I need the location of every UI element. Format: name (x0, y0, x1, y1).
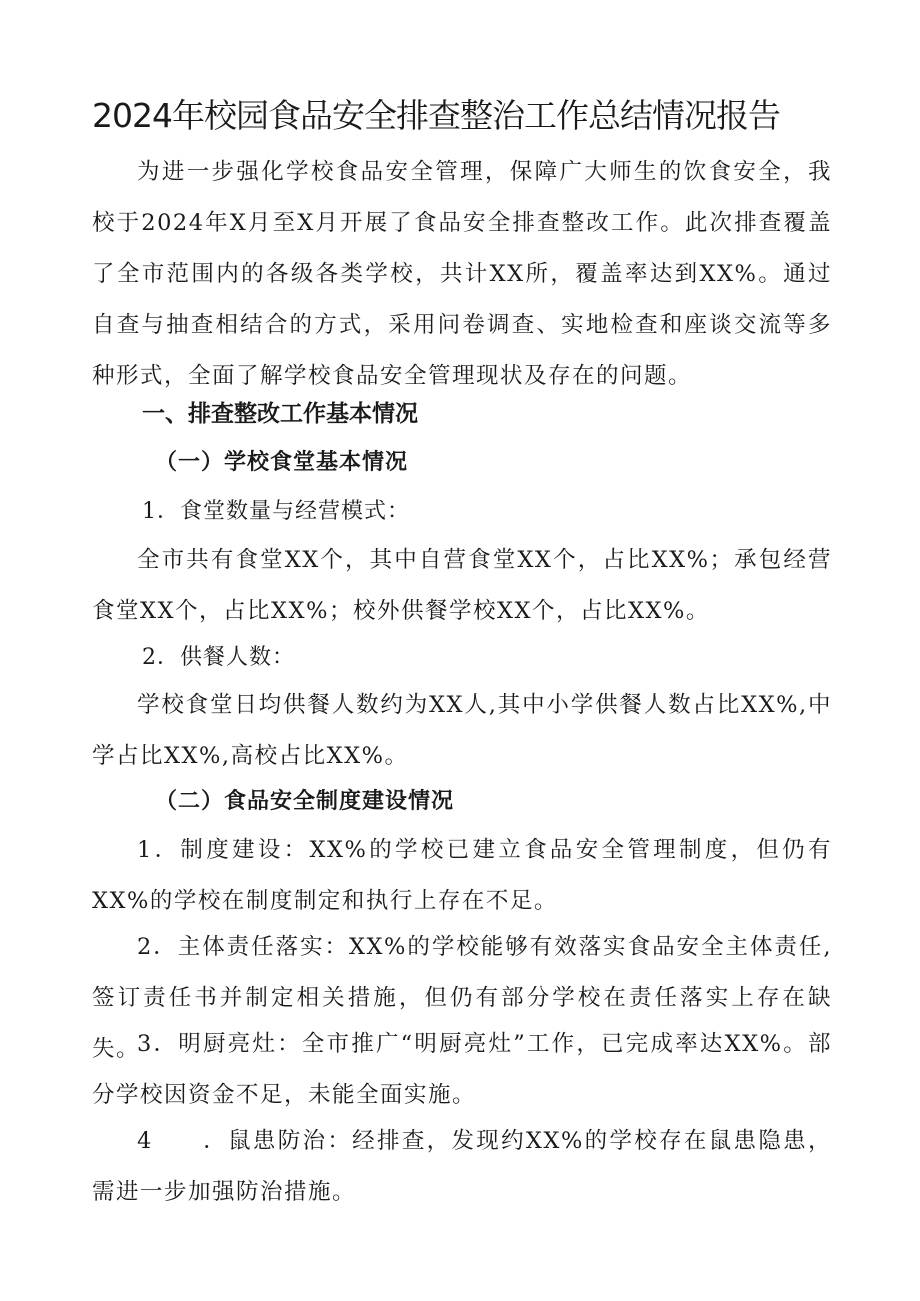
item-1-1-title: 1．食堂数量与经营模式： (142, 499, 410, 524)
item-1-2-title: 2．供餐人数： (142, 645, 295, 670)
item-2-4: 4 ．鼠患防治：经排查，发现约XX%的学校存在鼠患隐患，需进一步加强防治措施。 (92, 1128, 832, 1205)
item-2-3: 3．明厨亮灶：全市推广“明厨亮灶”工作，已完成率达XX%。部分学校因资金不足，未能全面实施。 (92, 1031, 832, 1108)
item-2-2: 2．主体责任落实：XX%的学校能够有效落实食品安全主体责任,签订责任书并制定相关措施，但仍有部分学校在责任落实上存在缺失。 (92, 934, 832, 1062)
subsection-2-heading: （二）食品安全制度建设情况 (155, 788, 455, 814)
intro-paragraph: 为进一步强化学校食品安全管理，保障广大师生的饮食安全，我校于2024年X月至X月开展了食品安全排查整改工作。此次排查覆盖了全市范围内的各级各类学校，共计XX所，覆盖率达到XX%。通过自查与抽查相结合的方式，采用问卷调查、实地检查和座谈交流等多种形式，全面了解学校食品安全管理现状及存在的问题。 (92, 159, 832, 389)
subsection-1-heading: （一）学校食堂基本情况 (155, 449, 409, 475)
item-1-1-text: 全市共有食堂XX个，其中自营食堂XX个，占比XX%；承包经营食堂XX个，占比XX%；校外供餐学校XX个，占比XX%。 (92, 547, 832, 624)
section-1-heading: 一、排查整改工作基本情况 (142, 401, 418, 427)
item-1-2-text: 学校食堂日均供餐人数约为XX人,其中小学供餐人数占比XX%,中学占比XX%,高校占比XX%。 (92, 692, 832, 769)
document-title: 2024年校园食品安全排查整治工作总结情况报告 (92, 96, 780, 135)
item-2-1: 1．制度建设：XX%的学校已建立食品安全管理制度，但仍有XX%的学校在制度制定和执行上存在不足。 (92, 837, 832, 914)
